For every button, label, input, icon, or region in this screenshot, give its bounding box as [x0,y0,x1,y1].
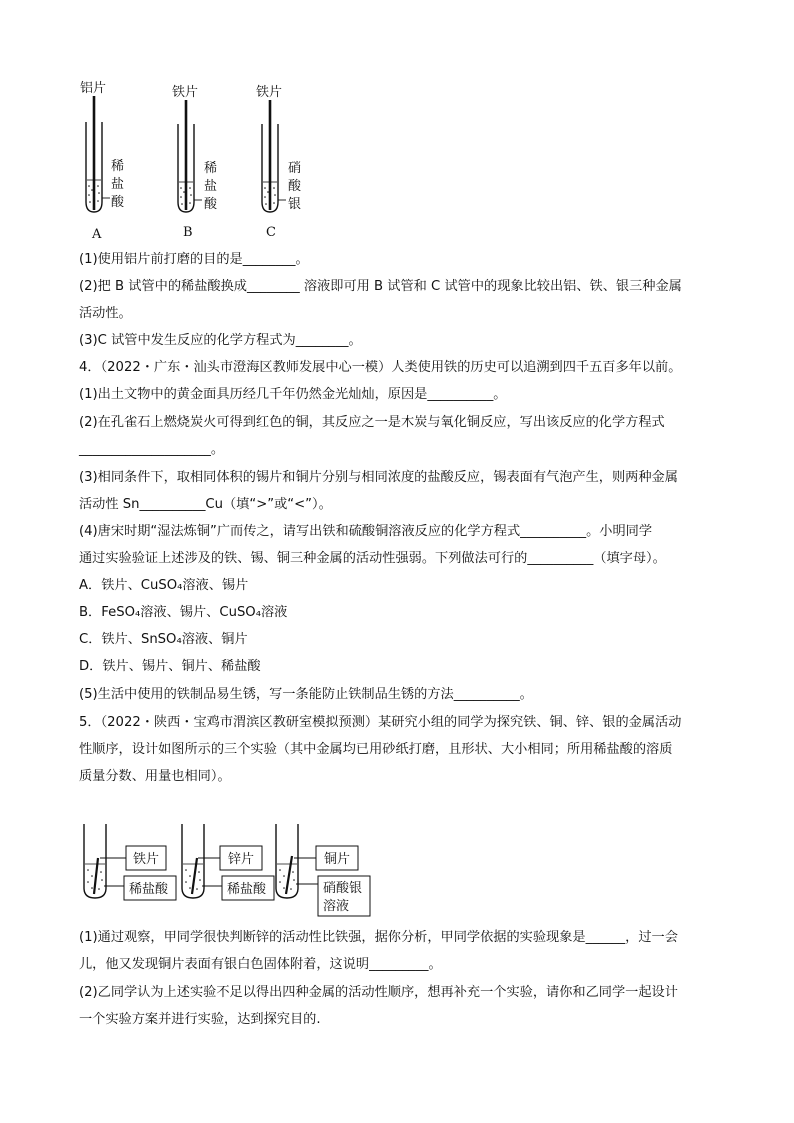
box-copper-strip: 铜片 [324,852,351,867]
q5-header: 5．（2022・陕西・宝鸡市渭滨区教研室模拟预测）某研究小组的同学为探究铁、铜、锌、银的金属活动 [79,715,682,730]
tube-letter-c: C [266,225,276,240]
liquid-label-a-3: 酸 [111,195,125,210]
q5-part1: (1)通过观察，甲同学很快判断锌的活动性比铁强，据你分析，甲同学依据的实验现象是______，过一会 [79,930,678,945]
tube-a [80,80,125,242]
test-tube-figure-1 [70,74,330,246]
q4-part1: (1)出土文物中的黄金面具历经几千年仍然金光灿灿，原因是__________。 [79,387,507,402]
liquid-label-c-1: 硝 [288,161,302,176]
strip-label-a: 铝片 [80,81,107,96]
tube-c [256,84,302,240]
q5-header-cont1: 性顺序，设计如图所示的三个实验（其中金属均已用砂纸打磨，且形状、大小相同；所用稀盐酸的溶质 [79,742,673,757]
q4-option-c: C．铁片、SnSO₄溶液、铜片 [79,632,248,647]
liquid-label-a-1: 稀 [111,159,125,174]
q4-part4-cont: 通过实验验证上述涉及的铁、锡、铜三种金属的活动性强弱。下列做法可行的__________（填字母）。 [79,551,666,566]
tube-letter-a: A [92,227,102,242]
q4-header: 4．（2022・广东・汕头市澄海区教师发展中心一模）人类使用铁的历史可以追溯到四千五百多年以前。 [79,360,682,375]
q5-part1-cont: 儿，他又发现铜片表面有银白色固体附着，这说明_________。 [79,957,442,972]
q5-part2: (2)乙同学认为上述实验不足以得出四种金属的活动性顺序，想再补充一个实验，请你和乙同学一起设计 [79,985,678,1000]
liquid-label-b-3: 酸 [204,197,218,212]
tube-b [172,84,218,240]
q4-part2: (2)在孔雀石上燃烧炭火可得到红色的铜，其反应之一是木炭与氧化铜反应，写出该反应的化学方程式 [79,415,665,430]
q3-part3: (3)C 试管中发生反应的化学方程式为________。 [79,333,362,348]
box-dilute-hcl-1: 稀盐酸 [129,882,169,897]
liquid-label-a-2: 盐 [111,177,125,192]
q4-part5: (5)生活中使用的铁制品易生锈，写一条能防止铁制品生锈的方法__________。 [79,687,533,702]
q5-part2-cont: 一个实验方案并进行实验，达到探究目的. [79,1012,321,1027]
q5-header-cont2: 质量分数、用量也相同）。 [79,769,231,784]
strip-label-c: 铁片 [256,85,283,100]
q4-option-b: B．FeSO₄溶液、锡片、CuSO₄溶液 [79,605,288,620]
q3-part1: (1)使用铝片前打磨的目的是________。 [79,252,309,267]
tube-zinc [182,824,274,900]
q3-part2-cont: 活动性。 [79,306,132,321]
q4-part2-blank: ____________________。 [79,442,225,457]
box-zinc-strip: 锌片 [228,852,255,867]
box-dilute-hcl-2: 稀盐酸 [227,882,267,897]
tube-copper [276,824,370,916]
q4-part3-cont: 活动性 Sn__________Cu（填“>”或“<”）。 [79,497,332,512]
tube-iron [84,824,176,900]
tube-letter-b: B [183,225,193,240]
strip-label-b: 铁片 [172,85,199,100]
liquid-label-b-1: 稀 [204,161,218,176]
box-silver-nitrate: 硝酸银 [323,881,363,896]
liquid-label-c-3: 银 [288,197,302,212]
q4-option-d: D．铁片、锡片、铜片、稀盐酸 [79,659,261,674]
box-iron-strip: 铁片 [133,852,160,867]
q4-option-a: A．铁片、CuSO₄溶液、锡片 [79,578,249,593]
q4-part3: (3)相同条件下，取相同体积的锡片和铜片分别与相同浓度的盐酸反应，锡表面有气泡产生，则两种金属 [79,470,678,485]
liquid-label-b-2: 盐 [204,179,218,194]
liquid-label-c-2: 酸 [288,179,302,194]
q3-part2: (2)把 B 试管中的稀盐酸换成________ 溶液即可用 B 试管和 C 试管中的现象比较出铝、铁、银三种金属 [79,279,682,294]
test-tube-figure-2 [70,820,380,920]
box-solution: 溶液 [323,899,350,914]
q4-part4: (4)唐宋时期“湿法炼铜”广而传之，请写出铁和硫酸铜溶液反应的化学方程式__________。小明同学 [79,524,653,539]
